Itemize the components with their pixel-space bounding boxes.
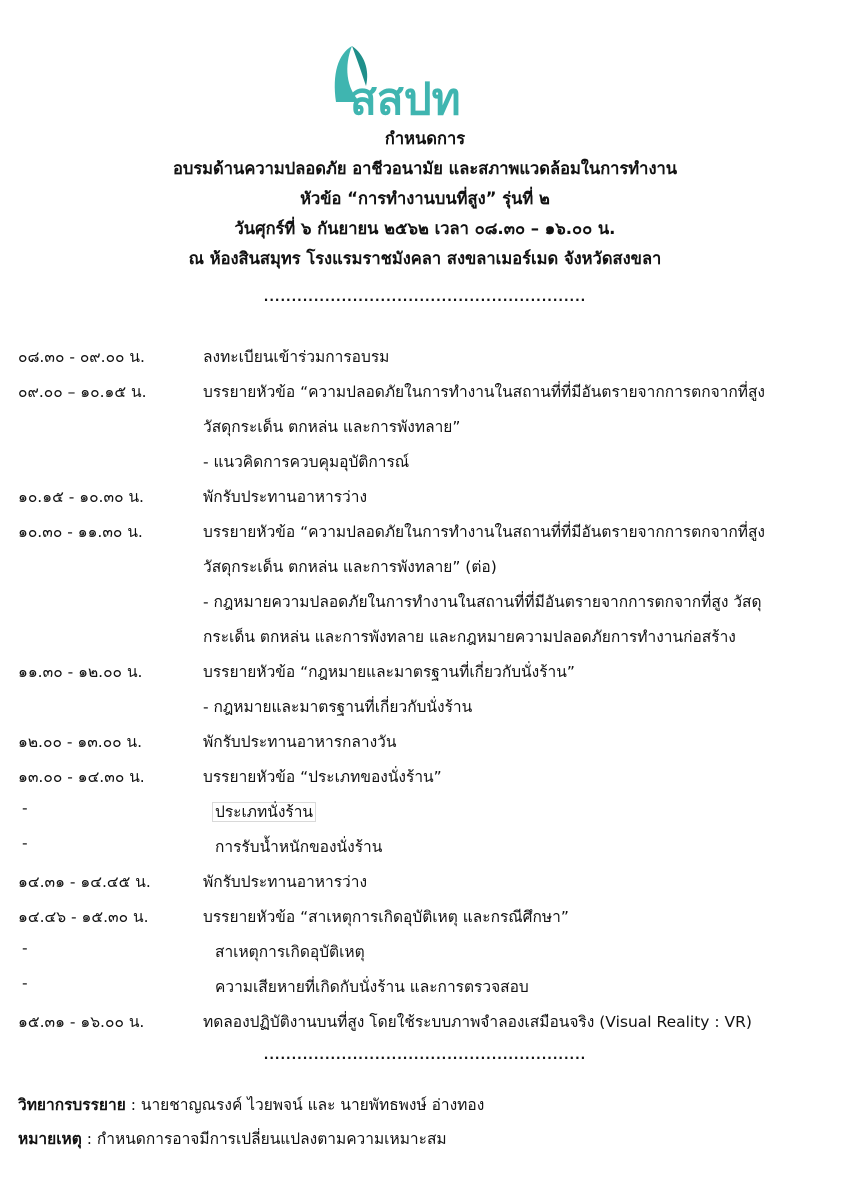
speakers-line xyxy=(18,1092,484,1117)
row-text: บรรยายหัวข้อ “กฎหมายและมาตรฐานที่เกี่ยวกับนั่งร้าน” xyxy=(203,663,575,681)
row-text: บรรยายหัวข้อ “ความปลอดภัยในการทำงานในสถานที่ที่มีอันตรายจากการตกจากที่สูง xyxy=(203,523,766,541)
row-bullet: - xyxy=(22,974,28,992)
row-time: ๑๐.๓๐ - ๑๑.๓๐ น. xyxy=(18,523,143,541)
schedule-row xyxy=(0,550,850,585)
row-text: การรับน้ำหนักของนั่งร้าน xyxy=(215,838,383,856)
schedule-row xyxy=(0,620,850,655)
speakers-label: วิทยากรบรรยาย xyxy=(18,1096,126,1114)
schedule-row xyxy=(0,795,850,830)
row-bullet: - xyxy=(22,799,28,817)
schedule-row xyxy=(0,690,850,725)
row-time: ๑๓.๐๐ - ๑๔.๓๐ น. xyxy=(18,768,145,786)
row-time: ๑๒.๐๐ - ๑๓.๐๐ น. xyxy=(18,733,143,751)
row-time: ๐๙.๐๐ – ๑๐.๑๕ น. xyxy=(18,383,147,401)
row-text: บรรยายหัวข้อ “ประเภทของนั่งร้าน” xyxy=(203,768,442,786)
document-header xyxy=(0,124,850,274)
note-line xyxy=(18,1126,447,1151)
schedule-row xyxy=(0,340,850,375)
schedule-row xyxy=(0,375,850,410)
schedule-row xyxy=(0,655,850,690)
schedule-row xyxy=(0,830,850,865)
row-text: - กฎหมายความปลอดภัยในการทำงานในสถานที่ที่มีอันตรายจากการตกจากที่สูง วัสดุ xyxy=(203,593,762,611)
logo-text: สสปท xyxy=(350,74,461,118)
schedule-row xyxy=(0,515,850,550)
row-text: วัสดุกระเด็น ตกหล่น และการพังทลาย” (ต่อ) xyxy=(203,558,497,576)
note-value: : กำหนดการอาจมีการเปลี่ยนแปลงตามความเหมาะสม xyxy=(81,1130,447,1148)
row-text-highlight: ประเภทนั่งร้าน xyxy=(212,802,316,822)
row-text: - กฎหมายและมาตรฐานที่เกี่ยวกับนั่งร้าน xyxy=(203,698,473,716)
row-bullet: - xyxy=(22,834,28,852)
speakers-value: : นายชาญณรงค์ ไวยพจน์ และ นายพัทธพงษ์ อ่างทอง xyxy=(125,1096,485,1114)
schedule-table xyxy=(0,340,850,1040)
logo-graphic xyxy=(330,44,510,118)
schedule-row xyxy=(0,445,850,480)
row-text: สาเหตุการเกิดอุบัติเหตุ xyxy=(215,943,365,961)
schedule-row xyxy=(0,970,850,1005)
schedule-row xyxy=(0,935,850,970)
schedule-row xyxy=(0,760,850,795)
row-text: บรรยายหัวข้อ “ความปลอดภัยในการทำงานในสถานที่ที่มีอันตรายจากการตกจากที่สูง xyxy=(203,383,766,401)
row-text xyxy=(215,799,316,824)
schedule-row xyxy=(0,725,850,760)
schedule-row xyxy=(0,865,850,900)
header-topic: หัวข้อ “การทำงานบนที่สูง” รุ่นที่ ๒ xyxy=(300,189,550,208)
row-text: - แนวคิดการควบคุมอุบัติการณ์ xyxy=(203,453,410,471)
row-text: ความเสียหายที่เกิดกับนั่งร้าน และการตรวจสอบ xyxy=(215,978,529,996)
schedule-row xyxy=(0,900,850,935)
organization-logo xyxy=(330,44,510,118)
schedule-row xyxy=(0,1005,850,1040)
separator-top: .......................................................... xyxy=(263,290,587,304)
row-time: ๑๕.๓๑ - ๑๖.๐๐ น. xyxy=(18,1013,145,1031)
row-time: ๑๑.๓๐ - ๑๒.๐๐ น. xyxy=(18,663,143,681)
row-text: ทดลองปฏิบัติงานบนที่สูง โดยใช้ระบบภาพจำลองเสมือนจริง (Visual Reality : VR) xyxy=(203,1013,752,1031)
header-title: กำหนดการ xyxy=(384,129,466,148)
row-time: ๑๐.๑๕ - ๑๐.๓๐ น. xyxy=(18,488,144,506)
row-text: วัสดุกระเด็น ตกหล่น และการพังทลาย” xyxy=(203,418,461,436)
row-text: บรรยายหัวข้อ “สาเหตุการเกิดอุบัติเหตุ และกรณีศึกษา” xyxy=(203,908,569,926)
row-time: ๑๔.๓๑ - ๑๔.๔๕ น. xyxy=(18,873,151,891)
row-text: พักรับประทานอาหารกลางวัน xyxy=(203,733,397,751)
note-label: หมายเหตุ xyxy=(18,1130,82,1148)
header-venue: ณ ห้องสินสมุทร โรงแรมราชมังคลา สงขลาเมอร์เมด จังหวัดสงขลา xyxy=(188,249,662,268)
header-datetime: วันศุกร์ที่ ๖ กันยายน ๒๕๖๒ เวลา ๐๘.๓๐ – ๑๖.๐๐ น. xyxy=(234,219,616,238)
row-time: ๐๘.๓๐ - ๐๙.๐๐ น. xyxy=(18,348,145,366)
schedule-row xyxy=(0,480,850,515)
row-text: พักรับประทานอาหารว่าง xyxy=(203,873,368,891)
schedule-row xyxy=(0,410,850,445)
schedule-row xyxy=(0,585,850,620)
row-text: ลงทะเบียนเข้าร่วมการอบรม xyxy=(203,348,390,366)
header-course: อบรมด้านความปลอดภัย อาชีวอนามัย และสภาพแวดล้อมในการทำงาน xyxy=(172,159,678,178)
row-text: กระเด็น ตกหล่น และการพังทลาย และกฎหมายความปลอดภัยการทำงานก่อสร้าง xyxy=(203,628,736,646)
row-text: พักรับประทานอาหารว่าง xyxy=(203,488,368,506)
row-time: ๑๔.๔๖ - ๑๕.๓๐ น. xyxy=(18,908,149,926)
row-bullet: - xyxy=(22,939,28,957)
separator-bottom: .......................................................... xyxy=(263,1048,587,1062)
